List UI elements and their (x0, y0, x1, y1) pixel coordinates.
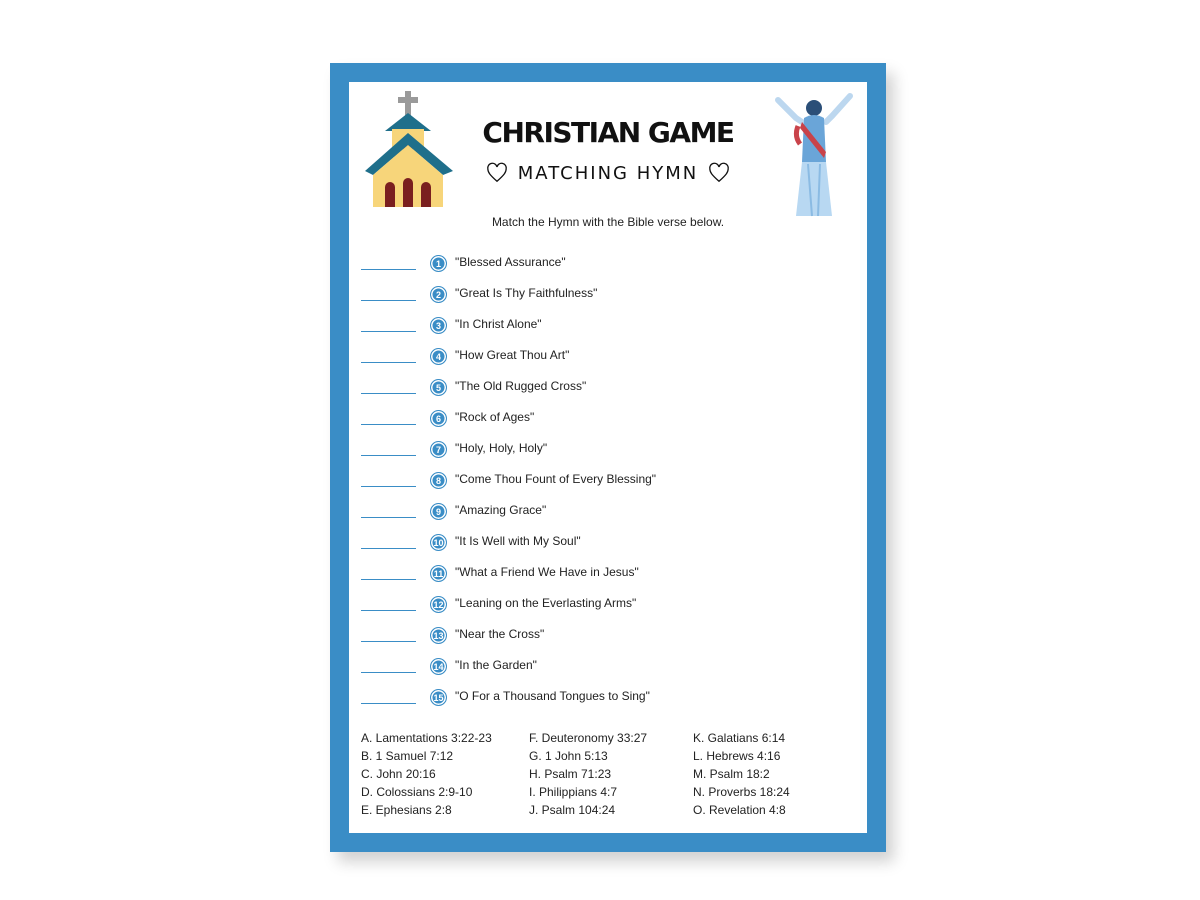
verse-column (361, 729, 492, 819)
heart-outline-icon (486, 162, 508, 184)
number-badge: 11 (430, 565, 447, 582)
verse-column (529, 729, 647, 819)
number-badge: 10 (430, 534, 447, 551)
hymn-item (349, 407, 867, 438)
verse-option: E. Ephesians 2:8 (361, 803, 452, 817)
hymn-item (349, 531, 867, 562)
hymn-title: "It Is Well with My Soul" (455, 534, 581, 548)
answer-blank[interactable] (361, 703, 416, 704)
page-title: CHRISTIAN GAME (482, 116, 734, 149)
hymn-title: "Holy, Holy, Holy" (455, 441, 548, 455)
hymn-title: "In the Garden" (455, 658, 537, 672)
number-badge: 1 (430, 255, 447, 272)
verse-option: G. 1 John 5:13 (529, 749, 608, 763)
hymn-title: "Rock of Ages" (455, 410, 535, 424)
worksheet (349, 82, 867, 833)
heart-outline-icon (708, 162, 730, 184)
number-badge: 9 (430, 503, 447, 520)
answer-blank[interactable] (361, 331, 416, 332)
number-badge: 8 (430, 472, 447, 489)
hymn-title: "Near the Cross" (455, 627, 545, 641)
answer-blank[interactable] (361, 300, 416, 301)
hymn-item (349, 345, 867, 376)
number-badge: 5 (430, 379, 447, 396)
number-badge: 7 (430, 441, 447, 458)
answer-blank[interactable] (361, 610, 416, 611)
number-badge: 4 (430, 348, 447, 365)
verse-option: C. John 20:16 (361, 767, 436, 781)
jesus-figure-icon (774, 92, 854, 222)
verse-option: O. Revelation 4:8 (693, 803, 786, 817)
answer-blank[interactable] (361, 424, 416, 425)
hymn-title: "Amazing Grace" (455, 503, 547, 517)
hymn-item (349, 500, 867, 531)
verse-option: A. Lamentations 3:22-23 (361, 731, 492, 745)
answer-blank[interactable] (361, 672, 416, 673)
number-badge: 6 (430, 410, 447, 427)
answer-blank[interactable] (361, 548, 416, 549)
verse-column (693, 729, 790, 819)
hymn-title: "Leaning on the Everlasting Arms" (455, 596, 637, 610)
page-border (330, 63, 886, 852)
verse-option: L. Hebrews 4:16 (693, 749, 781, 763)
answer-blank[interactable] (361, 641, 416, 642)
verse-option: K. Galatians 6:14 (693, 731, 786, 745)
hymn-title: "What a Friend We Have in Jesus" (455, 565, 639, 579)
number-badge: 2 (430, 286, 447, 303)
hymn-item (349, 624, 867, 655)
verse-option: N. Proverbs 18:24 (693, 785, 790, 799)
number-badge: 3 (430, 317, 447, 334)
verse-option: H. Psalm 71:23 (529, 767, 612, 781)
church-icon (365, 91, 465, 209)
hymn-title: "How Great Thou Art" (455, 348, 570, 362)
hymn-title: "In Christ Alone" (455, 317, 542, 331)
verse-option: B. 1 Samuel 7:12 (361, 749, 454, 763)
verse-option: I. Philippians 4:7 (529, 785, 618, 799)
hymn-item (349, 469, 867, 500)
number-badge: 13 (430, 627, 447, 644)
answer-blank[interactable] (361, 269, 416, 270)
verse-option: F. Deuteronomy 33:27 (529, 731, 648, 745)
hymn-item (349, 593, 867, 624)
answer-blank[interactable] (361, 393, 416, 394)
hymn-title: "Blessed Assurance" (455, 255, 566, 269)
verse-option: M. Psalm 18:2 (693, 767, 770, 781)
hymn-title: "The Old Rugged Cross" (455, 379, 587, 393)
answer-blank[interactable] (361, 579, 416, 580)
answer-blank[interactable] (361, 486, 416, 487)
hymn-item (349, 283, 867, 314)
number-badge: 15 (430, 689, 447, 706)
hymn-title: "Come Thou Fount of Every Blessing" (455, 472, 657, 486)
hymn-item (349, 686, 867, 717)
verse-option: J. Psalm 104:24 (529, 803, 616, 817)
verse-option: D. Colossians 2:9-10 (361, 785, 473, 799)
subtitle-row (349, 162, 867, 184)
hymn-title: "Great Is Thy Faithfulness" (455, 286, 598, 300)
hymn-item (349, 655, 867, 686)
hymn-item (349, 252, 867, 283)
hymn-item (349, 438, 867, 469)
instructions: Match the Hymn with the Bible verse below. (491, 215, 725, 229)
hymn-title: "O For a Thousand Tongues to Sing" (455, 689, 650, 703)
hymn-item (349, 562, 867, 593)
answer-blank[interactable] (361, 362, 416, 363)
answer-blank[interactable] (361, 455, 416, 456)
answer-blank[interactable] (361, 517, 416, 518)
hymn-item (349, 314, 867, 345)
page-subtitle: MATCHING HYMN (517, 162, 699, 184)
hymn-item (349, 376, 867, 407)
number-badge: 12 (430, 596, 447, 613)
number-badge: 14 (430, 658, 447, 675)
